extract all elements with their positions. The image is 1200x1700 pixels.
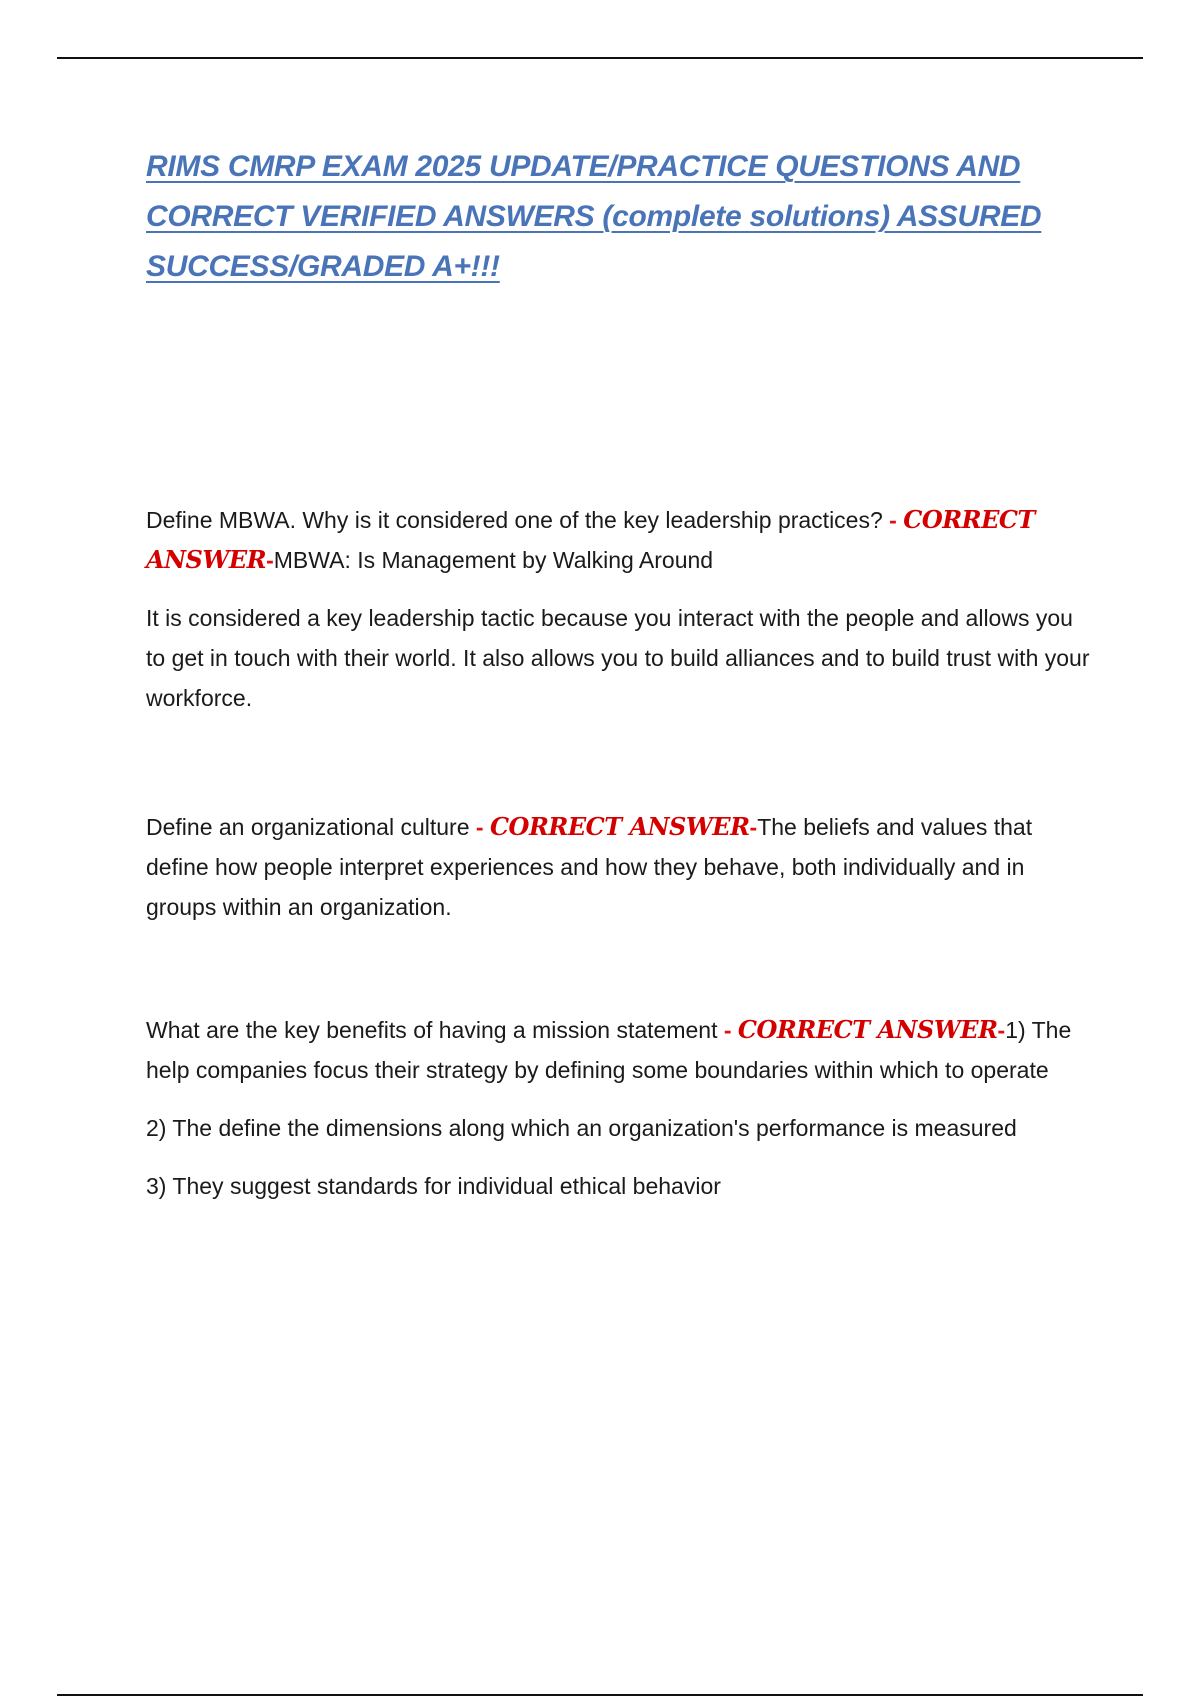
answer-paragraph: 3) They suggest standards for individual ethical behavior bbox=[146, 1173, 721, 1199]
answer-paragraph: It is considered a key leadership tactic because you interact with the people and allows you to get in touch with their world. It also allows you to build alliances and to build trust with your workforce. bbox=[146, 605, 1090, 711]
answer-text: 1) The help companies focus their strategy by defining some boundaries within which to operate bbox=[146, 1017, 1072, 1083]
answer-separator: - bbox=[723, 1017, 732, 1043]
question-paragraph bbox=[146, 500, 1096, 580]
bottom-rule bbox=[57, 1694, 1143, 1696]
correct-answer-label: CORRECT ANSWER bbox=[489, 812, 750, 841]
correct-answer-label: CORRECT ANSWER bbox=[146, 505, 1035, 574]
correct-answer-label: CORRECT ANSWER bbox=[737, 1015, 998, 1044]
question-text: Define an organizational culture bbox=[146, 814, 470, 840]
answer-paragraph: 2) The define the dimensions along which an organization's performance is measured bbox=[146, 1115, 1017, 1141]
qa-item-mbwa bbox=[146, 500, 1096, 736]
question-paragraph bbox=[146, 1010, 1096, 1090]
answer-text: MBWA: Is Management by Walking Around bbox=[273, 547, 714, 573]
answer-separator: - bbox=[266, 547, 274, 573]
answer-separator: - bbox=[997, 1017, 1006, 1043]
question-text: What are the key benefits of having a mission statement bbox=[146, 1017, 718, 1043]
top-rule bbox=[57, 57, 1143, 59]
question-text: Define MBWA. Why is it considered one of the key leadership practices? bbox=[146, 507, 883, 533]
answer-separator: - bbox=[475, 814, 484, 840]
document-title: RIMS CMRP EXAM 2025 UPDATE/PRACTICE QUESTIONS AND CORRECT VERIFIED ANSWERS (complete solutions) ASSURED SUCCESS/GRADED A+!!! bbox=[146, 150, 1042, 283]
answer-text: The beliefs and values that define how people interpret experiences and how they behave, both individually and in groups within an organization. bbox=[146, 814, 1033, 920]
qa-item-mission-statement bbox=[146, 1010, 1096, 1224]
answer-separator: - bbox=[749, 814, 758, 840]
answer-separator: - bbox=[889, 507, 897, 533]
qa-item-organizational-culture bbox=[146, 807, 1096, 945]
question-paragraph bbox=[146, 807, 1096, 927]
